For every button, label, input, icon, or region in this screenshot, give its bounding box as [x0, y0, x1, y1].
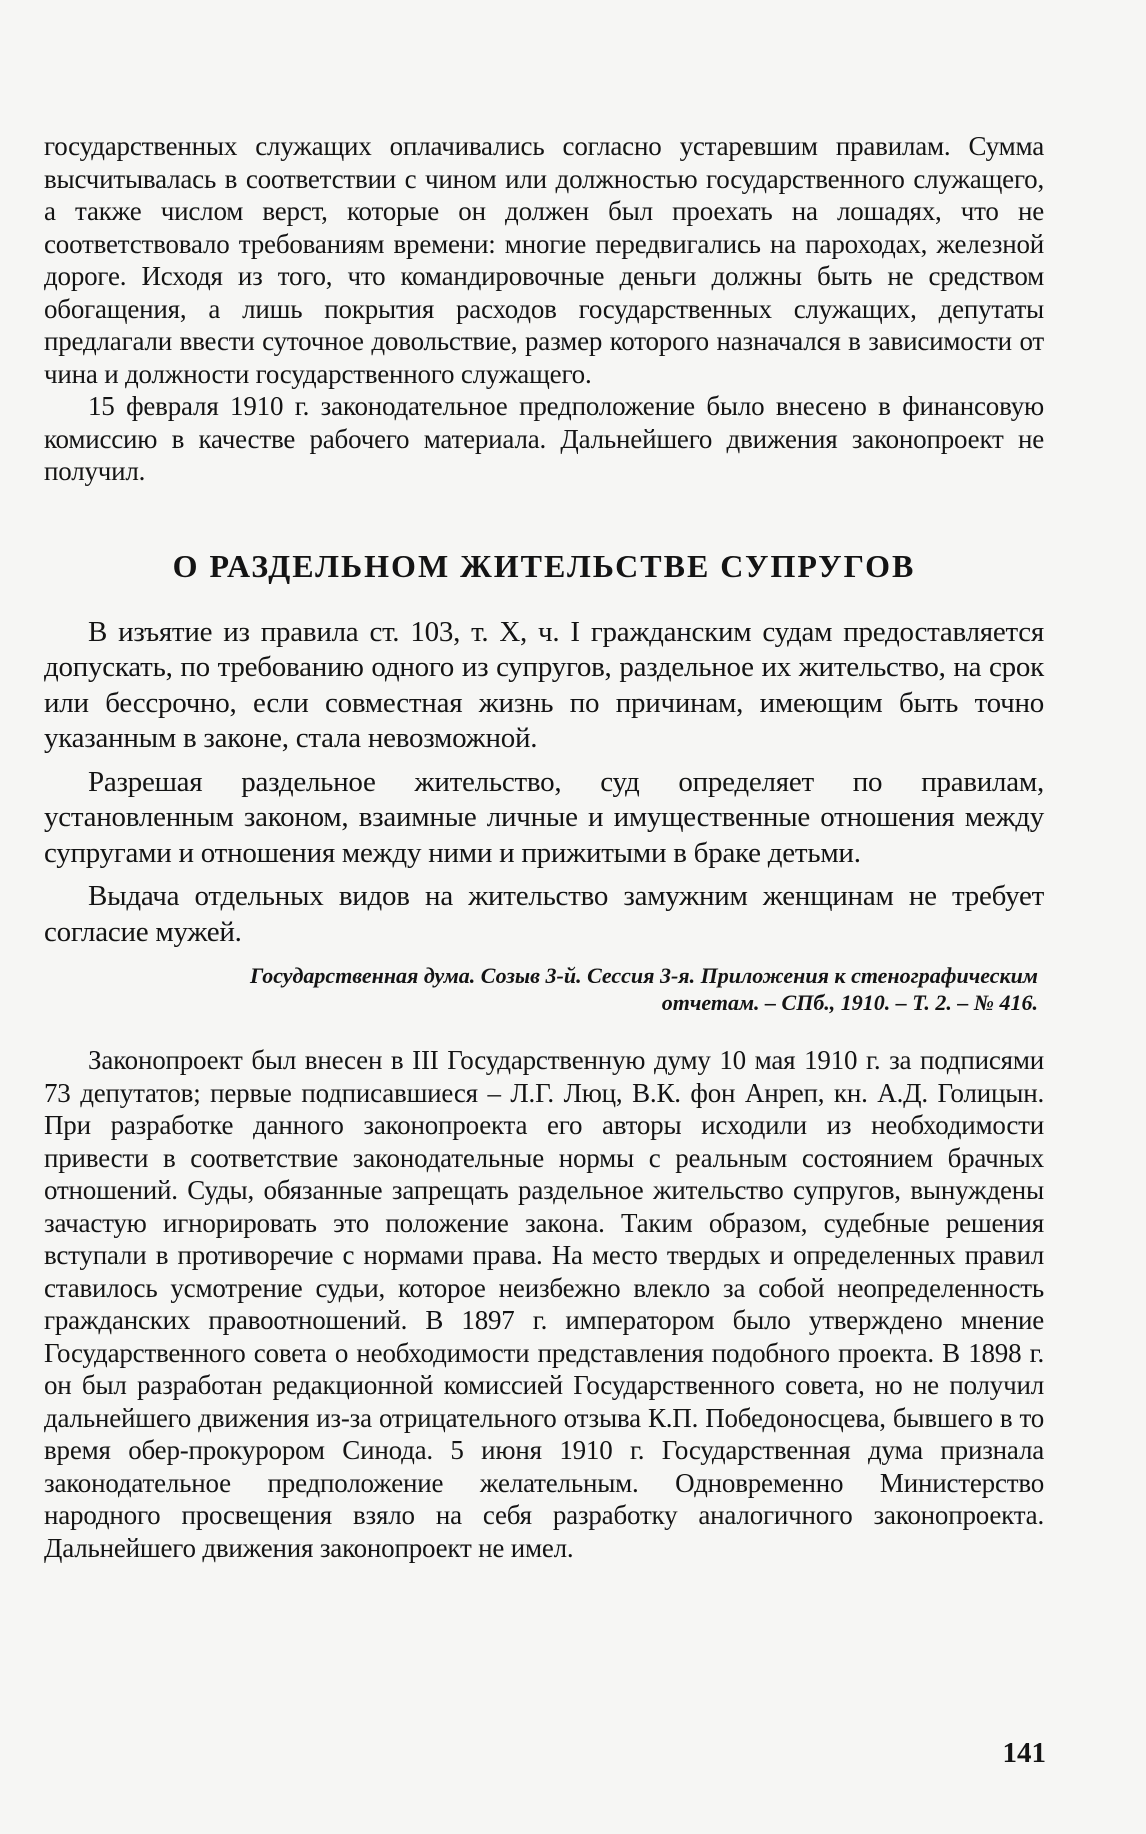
source-citation	[44, 962, 1038, 1016]
commentary-paragraph: Законопроект был внесен в III Государственную думу 10 мая 1910 г. за подписями 73 депутатов; первые подписавшиеся – Л.Г. Люц, В.К. фон Анреп, кн. А.Д. Голицын. При разработке данного законопроекта его авторы исходили из необходимости привести в соответствие законодательные нормы с реальным состоянием брачных отношений. Суды, обязанные запрещать раздельное жительство супругов, вынуждены зачастую игнорировать это положение закона. Таким образом, судебные решения вступали в противоречие с нормами права. На место твердых и определенных правил ставилось усмотрение судьи, которое неизбежно влекло за собой неопределенность гражданских правоотношений. В 1897 г. императором было утверждено мнение Государственного совета о необходимости представления подобного проекта. В 1898 г. он был разработан редакционной комиссией Государственного совета, но не получил дальнейшего движения из-за отрицательного отзыва К.П. Победоносцева, бывшего в то время обер-прокурором Синода. 5 июня 1910 г. Государственная дума признала законодательное предположение желательным. Одновременно Министерство народного просвещения взяло на себя разработку аналогичного законопроекта. Дальнейшего движения законопроект не имел.	[44, 1045, 1044, 1563]
source-citation-line-2: отчетам. – СПб., 1910. – Т. 2. – № 416.	[661, 990, 1038, 1015]
intro-paragraph-2: 15 февраля 1910 г. законодательное предположение было внесено в финансовую комиссию в качестве рабочего материала. Дальнейшего движения законопроект не получил.	[44, 391, 1044, 486]
intro-paragraph-1: государственных служащих оплачивались согласно устаревшим правилам. Сумма высчитывалась в соответствии с чином или должностью государственного служащего, а также числом верст, которые он должен был проехать на лошадях, что не соответствовало требованиям времени: многие передвигались на пароходах, железной дороге. Исходя из того, что командировочные деньги должны быть не средством обогащения, а лишь покрытия расходов государственных служащих, депутаты предлагали ввести суточное довольствие, размер которого назначался в зависимости от чина и должности государственного служащего.	[44, 131, 1044, 389]
section-heading: О РАЗДЕЛЬНОМ ЖИТЕЛЬСТВЕ СУПРУГОВ	[172, 547, 916, 584]
law-paragraph-3: Выдача отдельных видов на жительство замужним женщинам не требует согласие мужей.	[44, 880, 1044, 948]
law-paragraph-1: В изъятие из правила ст. 103, т. X, ч. I гражданским судам предоставляется допускать, по требованию одного из супругов, раздельное их жительство, на срок или бессрочно, если совместная жизнь по причинам, имеющим быть точно указанным в законе, стала невозможной.	[44, 615, 1044, 754]
source-citation-line-1: Государственная дума. Созыв 3-й. Сессия 3-я. Приложения к стенографическим	[250, 963, 1038, 988]
page-number: 141	[1002, 1737, 1046, 1769]
document-page	[44, 130, 1044, 1564]
law-paragraph-2: Разрешая раздельное жительство, суд определяет по правилам, установленным законом, взаимные личные и имущественные отношения между супругами и отношения между ними и прижитыми в браке детьми.	[44, 765, 1044, 869]
